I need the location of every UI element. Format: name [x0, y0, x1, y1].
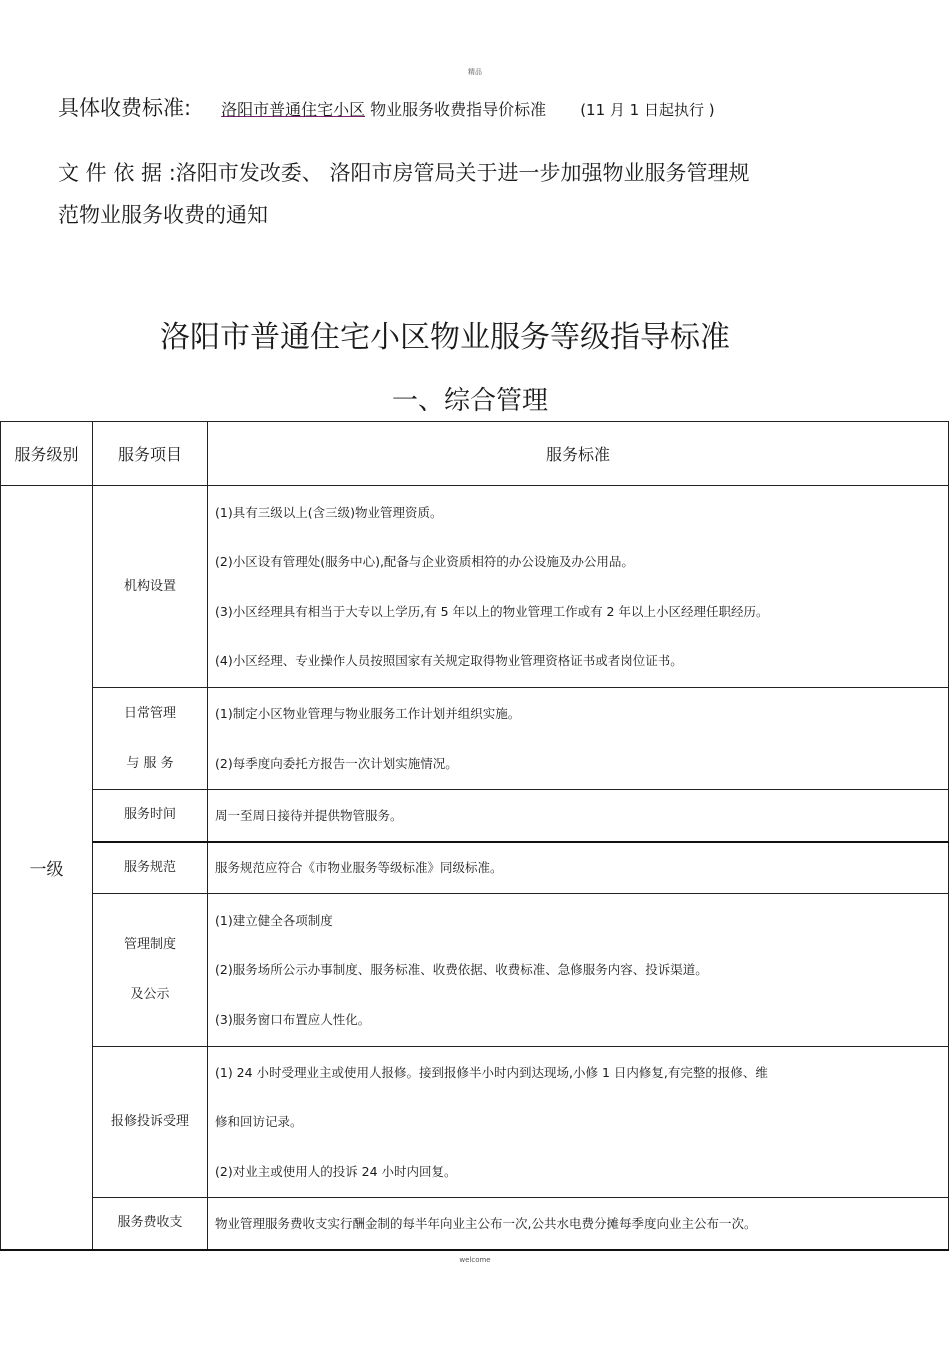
table-row: [1, 1047, 949, 1198]
service-item-line: 日常管理: [123, 705, 176, 721]
document-basis: [58, 152, 858, 236]
standard-line: (1)制定小区物业管理与物业服务工作计划并组织实施。: [215, 706, 521, 721]
service-item-line: 及公示: [130, 987, 170, 1002]
service-item: 机构设置: [93, 486, 208, 688]
table-row: [1, 790, 949, 842]
header-watermark: 精品: [468, 68, 482, 76]
service-standard: [208, 790, 949, 842]
service-item: 服务规范: [93, 842, 208, 894]
table-row: [1, 842, 949, 894]
basis-line-2: 范物业服务收费的通知: [58, 203, 268, 227]
standard-line: (2)小区设有管理处(服务中心),配备与企业资质相符的办公设施及办公用品。: [215, 554, 634, 569]
service-item: 报修投诉受理: [93, 1047, 208, 1198]
standard-line: (1) 24 小时受理业主或使用人报修。接到报修半小时内到达现场,小修 1 日内修复,有完整的报修、维: [215, 1064, 768, 1080]
service-item: 服务时间: [93, 790, 208, 842]
fee-standard-link[interactable]: 洛阳市普通住宅小区: [221, 100, 366, 119]
service-item: [93, 894, 208, 1047]
service-level-cell: 一级: [1, 486, 93, 1250]
standard-line: (1)具有三级以上(含三级)物业管理资质。: [215, 504, 443, 520]
table-row: [1, 486, 949, 688]
table-header-row: [1, 422, 949, 486]
standard-line: 服务规范应符合《市物业服务等级标准》同级标准。: [215, 860, 503, 875]
footer-watermark: welcome: [459, 1256, 491, 1264]
service-item: 服务费收支: [93, 1198, 208, 1250]
service-standard: [208, 688, 949, 790]
document-title: 洛阳市普通住宅小区物业服务等级指导标准: [160, 320, 730, 355]
standard-line: (1)建立健全各项制度: [215, 912, 333, 928]
table-row: [1, 894, 949, 1047]
standard-line: 物业管理服务费收支实行酬金制的每半年向业主公布一次,公共水电费分摊每季度向业主公布一次。: [215, 1215, 757, 1231]
standard-line: (2)对业主或使用人的投诉 24 小时内回复。: [215, 1163, 457, 1179]
standard-line: (3)小区经理具有相当于大专以上学历,有 5 年以上的物业管理工作或有 2 年以上小区经理任职经历。: [215, 603, 769, 619]
header-level: 服务级别: [1, 422, 93, 486]
service-item-line: 与 服 务: [126, 755, 174, 771]
standard-line: 修和回访记录。: [215, 1114, 303, 1130]
fee-standard-text: 物业服务收费指导价标准: [365, 100, 547, 119]
fee-standard-label: 具体收费标准:: [58, 96, 192, 120]
service-standard: [208, 1047, 949, 1198]
standard-line: (2)每季度向委托方报告一次计划实施情况。: [215, 755, 458, 771]
header-standard: 服务标准: [208, 422, 949, 486]
standard-line: (4)小区经理、专业操作人员按照国家有关规定取得物业管理资格证书或者岗位证书。: [215, 653, 683, 668]
fee-standard-line: [58, 92, 715, 122]
service-item-line: 管理制度: [123, 937, 176, 952]
header-item: 服务项目: [93, 422, 208, 486]
service-standard: [208, 842, 949, 894]
service-standard: [208, 1198, 949, 1250]
standard-line: 周一至周日接待并提供物管服务。: [215, 807, 403, 823]
basis-line-1: 文 件 依 据 :洛阳市发改委、 洛阳市房管局关于进一步加强物业服务管理规: [58, 161, 750, 185]
service-item: [93, 688, 208, 790]
service-standard: [208, 486, 949, 688]
standard-line: (3)服务窗口布置应人性化。: [215, 1011, 371, 1027]
standard-line: (2)服务场所公示办事制度、服务标准、收费依据、收费标准、急修服务内容、投诉渠道。: [215, 962, 708, 978]
table-row: [1, 688, 949, 790]
section-title: 一、综合管理: [391, 386, 548, 416]
table-row: [1, 1198, 949, 1250]
service-standard: [208, 894, 949, 1047]
service-standard-table: [0, 421, 949, 1251]
effective-date: (11 月 1 日起执行 ): [580, 101, 715, 119]
